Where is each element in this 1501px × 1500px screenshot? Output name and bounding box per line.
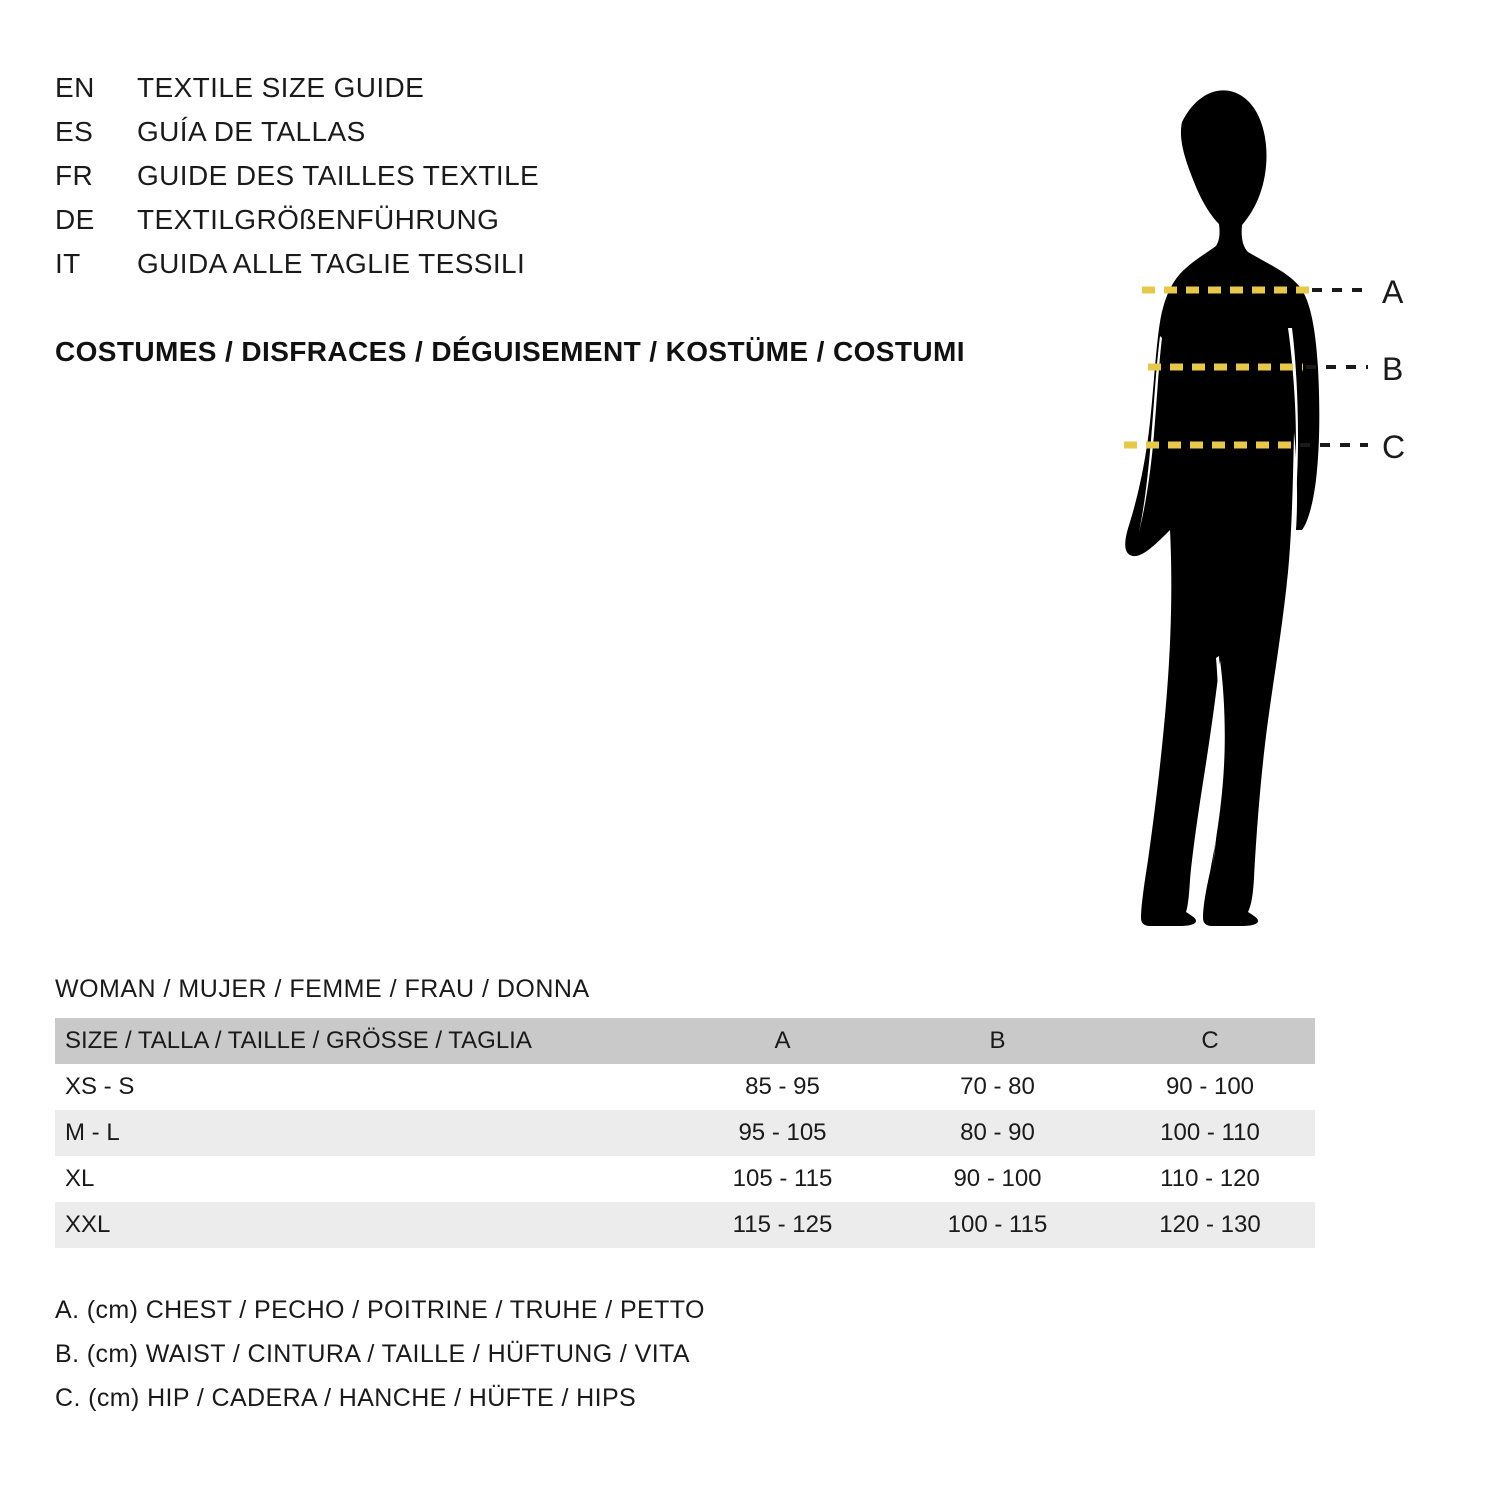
- cell-b: 100 - 115: [947, 1211, 1048, 1238]
- size-table: [55, 1018, 1315, 1248]
- language-row-fr: [55, 160, 1055, 204]
- cell-size: XS - S: [65, 1073, 135, 1100]
- measure-label-c: C: [1382, 429, 1406, 465]
- cell-a: 115 - 125: [732, 1211, 833, 1238]
- language-row-it: [55, 248, 1055, 292]
- cell-c: 100 - 110: [1160, 1119, 1260, 1146]
- language-row-de: [55, 204, 1055, 248]
- cell-c: 90 - 100: [1165, 1073, 1255, 1100]
- cell-size: XL: [65, 1165, 95, 1192]
- column-header-a: A: [774, 1027, 791, 1054]
- table-caption: WOMAN / MUJER / FEMME / FRAU / DONNA: [55, 975, 590, 1003]
- cell-c: 110 - 120: [1160, 1165, 1260, 1192]
- language-code-es: ES: [55, 116, 94, 147]
- column-header-c: C: [1201, 1027, 1219, 1054]
- cell-a: 85 - 95: [745, 1073, 820, 1100]
- language-text-de: TEXTILGRÖßENFÜHRUNG: [137, 204, 500, 235]
- table-row: [55, 1064, 1315, 1110]
- language-code-fr: FR: [55, 160, 94, 191]
- measurement-legend: [55, 1296, 1255, 1428]
- language-code-de: DE: [55, 204, 95, 235]
- cell-b: 90 - 100: [953, 1165, 1042, 1192]
- language-text-es: GUÍA DE TALLAS: [137, 116, 366, 147]
- measure-label-a: A: [1382, 274, 1404, 310]
- table-row: [55, 1156, 1315, 1202]
- legend-line-b: B. (cm) WAIST / CINTURA / TAILLE / HÜFTUNG / VITA: [55, 1340, 690, 1368]
- column-header-size: SIZE / TALLA / TAILLE / GRÖSSE / TAGLIA: [65, 1027, 532, 1054]
- table-row: [55, 1202, 1315, 1248]
- costumes-subtitle: COSTUMES / DISFRACES / DÉGUISEMENT / KOSTÜME / COSTUMI: [55, 336, 965, 367]
- table-header-row: [55, 1018, 1315, 1064]
- language-text-en: TEXTILE SIZE GUIDE: [137, 72, 425, 103]
- language-text-fr: GUIDE DES TAILLES TEXTILE: [137, 160, 540, 191]
- silhouette-shape: [1125, 90, 1319, 926]
- language-row-en: [55, 72, 1055, 116]
- legend-line-c: C. (cm) HIP / CADERA / HANCHE / HÜFTE / HIPS: [55, 1384, 637, 1412]
- cell-b: 80 - 90: [960, 1119, 1035, 1146]
- language-header-block: [55, 72, 1055, 292]
- language-code-it: IT: [55, 248, 81, 279]
- legend-line-a: A. (cm) CHEST / PECHO / POITRINE / TRUHE / PETTO: [55, 1296, 705, 1324]
- cell-c: 120 - 130: [1159, 1211, 1261, 1238]
- cell-a: 105 - 115: [732, 1165, 833, 1192]
- language-text-it: GUIDA ALLE TAGLIE TESSILI: [137, 248, 526, 279]
- cell-b: 70 - 80: [960, 1073, 1035, 1100]
- cell-size: M - L: [65, 1119, 120, 1146]
- cell-a: 95 - 105: [738, 1119, 827, 1146]
- measure-label-b: B: [1382, 351, 1404, 387]
- size-table-section: [55, 975, 1445, 1248]
- female-silhouette-diagram: [1020, 60, 1480, 940]
- table-row: [55, 1110, 1315, 1156]
- column-header-b: B: [989, 1027, 1006, 1054]
- language-row-es: [55, 116, 1055, 160]
- language-code-en: EN: [55, 72, 95, 103]
- cell-size: XXL: [65, 1211, 111, 1238]
